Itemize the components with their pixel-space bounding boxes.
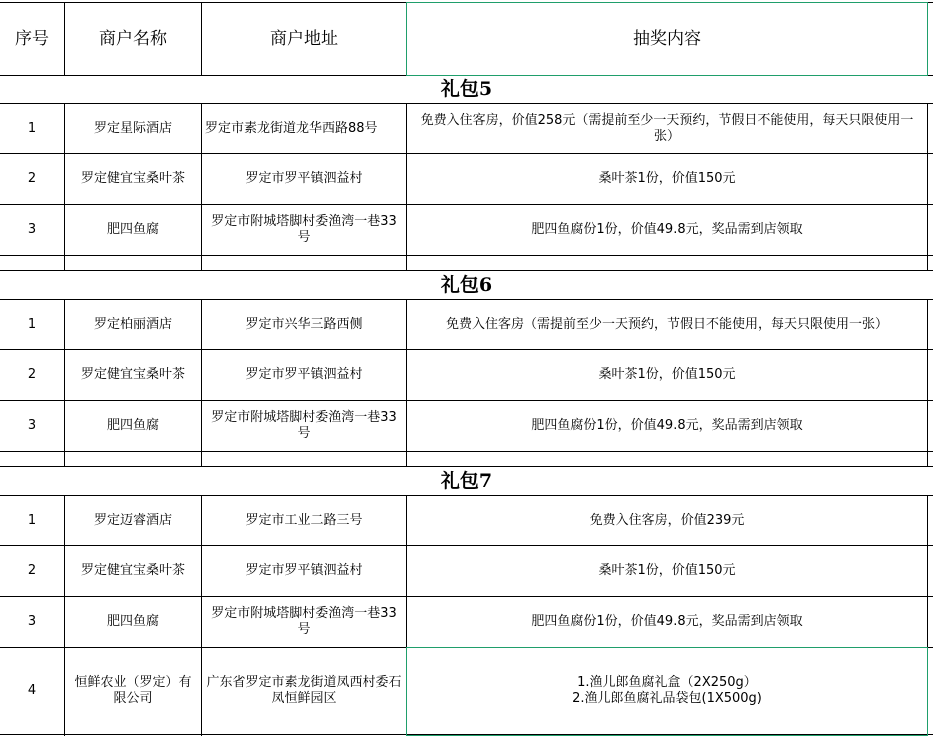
header-merchant-address[interactable]: 商户地址: [270, 29, 338, 49]
package-title[interactable]: 礼包7: [440, 470, 493, 492]
row-no[interactable]: 4: [27, 683, 37, 698]
row-prize[interactable]: 桑叶茶1份，价值150元: [598, 171, 736, 186]
row-merchant-address[interactable]: 罗定市素龙街道龙华西路88号: [205, 120, 378, 136]
row-merchant-address[interactable]: 罗定市工业二路三号: [245, 512, 363, 528]
grid-line: [927, 103, 928, 271]
header-prize[interactable]: 抽奖内容: [633, 29, 701, 49]
row-no[interactable]: 1: [27, 316, 37, 332]
row-prize[interactable]: 1.渔儿郎鱼腐礼盒（2X250g） 2.渔儿郎鱼腐礼品袋包(1X500g): [572, 675, 762, 706]
row-merchant-name[interactable]: 罗定星际酒店: [93, 120, 172, 136]
row-merchant-address[interactable]: 罗定市附城塔脚村委渔湾一巷33号: [211, 410, 397, 441]
row-no[interactable]: 3: [27, 418, 37, 433]
header-no[interactable]: 序号: [15, 29, 49, 49]
row-merchant-name[interactable]: 肥四鱼腐: [106, 614, 159, 629]
row-merchant-address[interactable]: 罗定市附城塔脚村委渔湾一巷33号: [211, 606, 397, 637]
grid-line: [0, 255, 933, 256]
row-prize[interactable]: 桑叶茶1份，价值150元: [598, 563, 736, 578]
row-merchant-address[interactable]: 广东省罗定市素龙街道凤西村委石凤恒鲜园区: [206, 675, 402, 706]
grid-line: [927, 299, 928, 467]
row-merchant-name[interactable]: 罗定健宜宝桑叶茶: [80, 171, 185, 186]
row-merchant-address[interactable]: 罗定市罗平镇泗益村: [245, 171, 363, 186]
row-no[interactable]: 3: [27, 614, 37, 629]
header-selection-outline: [406, 2, 928, 76]
row-merchant-name[interactable]: 恒鲜农业（罗定）有限公司: [74, 675, 192, 706]
header-merchant-name[interactable]: 商户名称: [99, 29, 167, 49]
row-prize[interactable]: 免费入住客房，价值258元（需提前至少一天预约，节假日不能使用，每天只限使用一张）: [420, 112, 914, 144]
row-prize[interactable]: 肥四鱼腐份1份，价值49.8元，奖品需到店领取: [531, 418, 803, 433]
row-merchant-name[interactable]: 肥四鱼腐: [106, 418, 159, 433]
row-prize[interactable]: 肥四鱼腐份1份，价值49.8元，奖品需到店领取: [531, 614, 803, 629]
row-prize[interactable]: 肥四鱼腐份1份，价值49.8元，奖品需到店领取: [531, 222, 803, 237]
row-no[interactable]: 3: [27, 222, 37, 237]
row-no[interactable]: 2: [27, 171, 37, 186]
row-no[interactable]: 2: [27, 563, 37, 578]
row-merchant-address[interactable]: 罗定市附城塔脚村委渔湾一巷33号: [211, 214, 397, 245]
row-merchant-name[interactable]: 罗定健宜宝桑叶茶: [80, 563, 185, 578]
row-merchant-name[interactable]: 罗定柏丽酒店: [93, 316, 172, 332]
row-no[interactable]: 2: [27, 367, 37, 382]
row-merchant-name[interactable]: 罗定迈睿酒店: [93, 512, 172, 528]
row-no[interactable]: 1: [27, 120, 37, 136]
row-prize[interactable]: 桑叶茶1份，价值150元: [598, 367, 736, 382]
row-merchant-name[interactable]: 罗定健宜宝桑叶茶: [80, 367, 185, 382]
row-merchant-address[interactable]: 罗定市罗平镇泗益村: [245, 367, 363, 382]
row-prize[interactable]: 免费入住客房（需提前至少一天预约，节假日不能使用，每天只限使用一张）: [445, 316, 888, 332]
package-title[interactable]: 礼包5: [440, 78, 493, 100]
row-merchant-name[interactable]: 肥四鱼腐: [106, 222, 159, 237]
row-no[interactable]: 1: [27, 512, 37, 528]
grid-line: [0, 451, 933, 452]
cell-selection-outline: [406, 647, 928, 736]
row-merchant-address[interactable]: 罗定市罗平镇泗益村: [245, 563, 363, 578]
row-prize[interactable]: 免费入住客房，价值239元: [589, 512, 745, 528]
package-title[interactable]: 礼包6: [440, 274, 493, 296]
row-merchant-address[interactable]: 罗定市兴华三路西侧: [245, 316, 363, 332]
